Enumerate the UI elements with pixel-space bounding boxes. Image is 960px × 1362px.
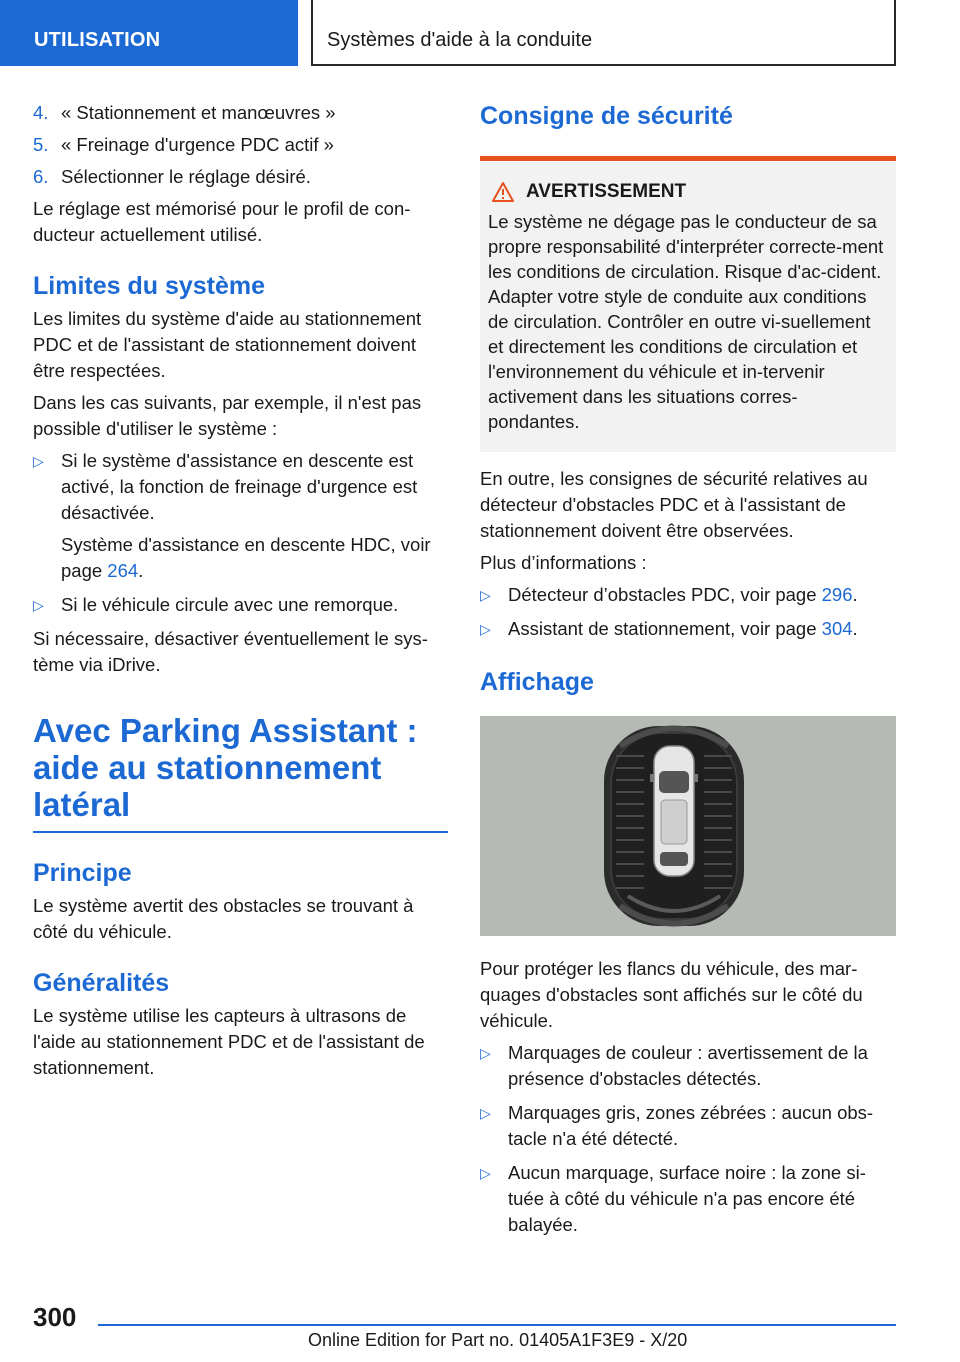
right-column [480, 100, 896, 1246]
warning-title: AVERTISSEMENT [526, 181, 687, 202]
triangle-right-icon: ▷ [33, 453, 44, 469]
list-item [480, 582, 896, 608]
triangle-right-icon: ▷ [480, 1045, 491, 1061]
step-text: Sélectionner le réglage désiré. [61, 166, 311, 187]
footer-divider [98, 1324, 896, 1326]
list-item [480, 1160, 896, 1238]
triangle-right-icon: ▷ [33, 597, 44, 613]
heading-limits: Limites du système [33, 272, 266, 300]
list-item-reference [61, 532, 448, 584]
step-text: « Stationnement et manœuvres » [61, 102, 336, 123]
limits-list [33, 448, 448, 618]
triangle-right-icon: ▷ [480, 1165, 491, 1181]
list-item [480, 1100, 896, 1152]
step-text: « Freinage d'urgence PDC actif » [61, 134, 334, 155]
paragraph-limits-2: Dans les cas suivants, par exemple, il n'est pas possible d'utiliser le système : [33, 392, 422, 439]
paragraph-display: Pour protéger les flancs du véhicule, des mar-quages d'obstacles sont affichés sur le côté du véhicule. [480, 958, 863, 1031]
reference-end: . [138, 560, 144, 581]
paragraph-limits-1: Les limites du système d'aide au stationnement PDC et de l'assistant de stationnement doivent être respectées. [33, 308, 422, 381]
list-item-text: Assistant de stationnement, voir page [508, 618, 822, 639]
step-item [33, 100, 448, 126]
chapter-title: Systèmes d'aide à la conduite [327, 29, 593, 51]
heading-general: Généralités [33, 969, 170, 997]
heading-side-parking: Avec Parking Assistant : aide au stationnement latéral [33, 712, 448, 833]
heading-display: Affichage [480, 668, 594, 696]
heading-safety: Consigne de sécurité [480, 102, 733, 130]
warning-triangle-icon [492, 182, 514, 202]
list-item [480, 616, 896, 642]
page-link-296[interactable]: 296 [821, 584, 853, 605]
list-item-text: Marquages gris, zones zébrées : aucun obs-tacle n'a été détecté. [508, 1102, 874, 1149]
warning-box [480, 156, 896, 452]
paragraph-saved: Le réglage est mémorisé pour le profil de con-ducteur actuellement utilisé. [33, 198, 411, 245]
left-column [33, 100, 448, 1087]
more-info-list [480, 582, 896, 642]
list-item-text: Si le véhicule circule avec une remorque. [61, 594, 399, 615]
page-footer [0, 1290, 960, 1362]
display-list [480, 1040, 896, 1238]
list-item-text: Si le système d'assistance en descente est activé, la fonction de freinage d'urgence est désactivée. [61, 450, 418, 523]
list-item-text: Aucun marquage, surface noire : la zone si-tuée à côté du véhicule n'a pas encore été balayée. [508, 1162, 866, 1235]
page-link-264[interactable]: 264 [107, 560, 139, 581]
list-item-text: Marquages de couleur : avertissement de la présence d'obstacles détectés. [508, 1042, 868, 1089]
warning-header [488, 181, 888, 203]
step-number: 4. [33, 102, 49, 123]
warning-text: Le système ne dégage pas le conducteur de sa propre responsabilité d'interpréter correcte-ment les conditions de circulation. Risque d'ac-cident. Adapter votre style de conduite aux conditions de circulation. Contrôler en outre vi-suellement et directement les conditions de circulation et l'environnement du véhicule et in-tervenir activement dans les situations corres-pondantes. [488, 211, 884, 432]
triangle-right-icon: ▷ [480, 587, 491, 603]
step-item [33, 132, 448, 158]
paragraph-general: Le système utilise les capteurs à ultrasons de l'aide au stationnement PDC et de l'assistant de stationnement. [33, 1005, 425, 1078]
section-title: UTILISATION [34, 29, 161, 51]
list-item [33, 448, 448, 584]
reference-text: Système d'assistance en descente HDC, voir page [61, 534, 431, 581]
page-header [0, 0, 960, 66]
chapter-tab [311, 0, 896, 66]
list-item [480, 1040, 896, 1092]
heading-principle: Principe [33, 859, 132, 887]
section-tab [0, 0, 298, 66]
paragraph-also: En outre, les consignes de sécurité relatives au détecteur d'obstacles PDC et à l'assistant de stationnement doivent être observées. [480, 468, 868, 541]
paragraph-idrive: Si nécessaire, désactiver éventuellement le sys-tème via iDrive. [33, 628, 428, 675]
triangle-right-icon: ▷ [480, 1105, 491, 1121]
list-item [33, 592, 448, 618]
step-item [33, 164, 448, 190]
step-number: 5. [33, 134, 49, 155]
paragraph-more-info: Plus d’informations : [480, 552, 647, 573]
parking-display-illustration [480, 716, 896, 936]
triangle-right-icon: ▷ [480, 621, 491, 637]
list-item-text: Détecteur d’obstacles PDC, voir page [508, 584, 822, 605]
edition-note: Online Edition for Part no. 01405A1F3E9 - X/20 [308, 1330, 688, 1350]
vehicle-top-view-image [480, 716, 896, 936]
page-number: 300 [33, 1302, 77, 1332]
list-item-end: . [852, 584, 858, 605]
page-link-304[interactable]: 304 [821, 618, 853, 639]
step-list [33, 100, 448, 190]
step-number: 6. [33, 166, 49, 187]
paragraph-principle: Le système avertit des obstacles se trouvant à côté du véhicule. [33, 895, 414, 942]
list-item-end: . [852, 618, 858, 639]
